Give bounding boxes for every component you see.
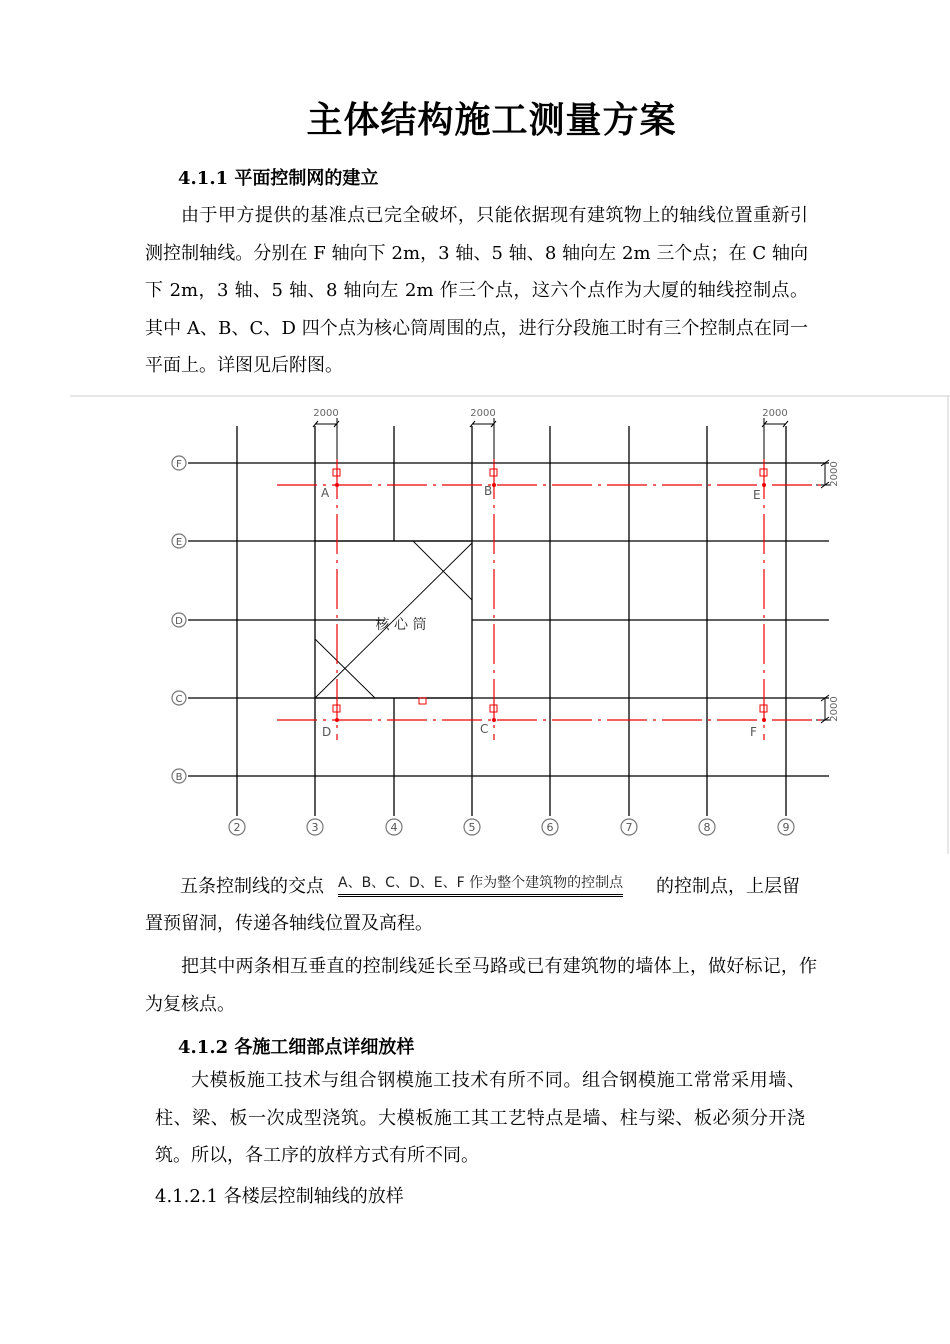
row-axis-label: E [175,537,183,548]
dimension-label: 2000 [313,408,339,419]
dimension-label: 2000 [829,461,840,487]
paragraph-control-points-start: 五条控制线的交点 [180,876,324,897]
col-axis-label: 7 [625,821,633,834]
paragraph-control-points-line2: 置预留洞，传递各轴线位置及高程。 [145,913,433,934]
col-axis-label: 8 [703,821,711,834]
control-point-label: D [322,725,332,739]
col-axis-label: 3 [311,821,319,834]
dimension-label: 2000 [762,408,788,419]
col-axis-label: 4 [390,821,398,834]
row-axis-label: B [175,772,183,783]
col-axis-label: 6 [546,821,554,834]
axis-control-drawing [70,394,950,854]
col-axis-label: 2 [233,821,241,834]
col-axis-label: 5 [468,821,476,834]
row-axis-label: C [175,694,183,705]
paragraph-control-network: 由于甲方提供的基准点已完全破坏，只能依据现有建筑物上的轴线位置重新引测控制轴线。分别在 F 轴向下 2m，3 轴、5 轴、8 轴向左 2m 三个点；在 C 轴向下 2m，3 轴、5 轴、8 轴向左 2m 作三个点，这六个点作为大厦的轴线控制点。其中 A、B、C、D 四个点为核心筒周围的点，进行分段施工时有三个控制点在同一平面上。详图见后附图。 [145,205,808,376]
dimension-label: 2000 [470,408,496,419]
dimension-label: 2000 [829,696,840,722]
row-axis-label: F [176,459,182,470]
paragraph-verification-points: 把其中两条相互垂直的控制线延长至马路或已有建筑物的墙体上，做好标记，作为复核点。 [145,956,817,1015]
sub-heading-4-1-2-1: 4.1.2.1 各楼层控制轴线的放样 [155,1186,404,1207]
section-heading-4-1-2: 4.1.2 各施工细部点详细放样 [178,1037,415,1058]
paragraph-control-points-end: 的控制点，上层留 [656,876,800,897]
row-axis-label: D [175,616,183,627]
col-axis-label: 9 [782,821,790,834]
overlay-note: A、B、C、D、E、F 作为整个建筑物的控制点 [338,872,623,897]
section-heading-4-1-1: 4.1.1 平面控制网的建立 [178,168,379,189]
control-point-label: F [750,725,757,739]
control-point-label: B [484,484,493,498]
paragraph-detailed-layout: 大模板施工技术与组合钢模施工技术有所不同。组合钢模施工常常采用墙、柱、梁、板一次成型浇筑。大模板施工其工艺特点是墙、柱与梁、板必须分开浇筑。所以，各工序的放样方式有所不同。 [155,1070,805,1166]
control-point-label: C [480,722,489,736]
control-point-label: E [753,488,761,502]
control-point-label: A [321,486,330,500]
page-title: 主体结构施工测量方案 [306,99,677,141]
core-tube-label: 核 心 筒 [375,617,427,633]
